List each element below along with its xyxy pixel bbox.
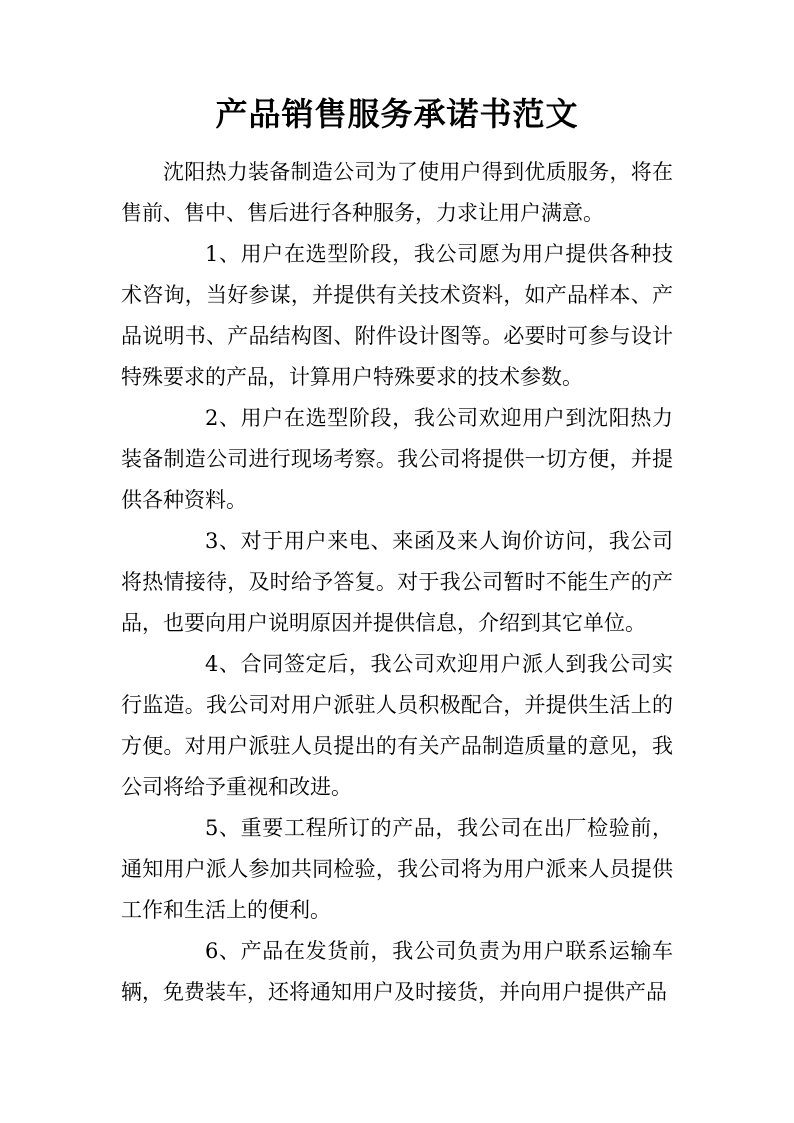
intro-paragraph: 沈阳热力装备制造公司为了使用户得到优质服务，将在售前、售中、售后进行各种服务，力求让用户满意。 <box>121 160 673 225</box>
commitment-item-6: 6、产品在发货前，我公司负责为用户联系运输车辆，免费装车，还将通知用户及时接货，并向用户提供产品 <box>121 939 673 1004</box>
commitment-item-4: 4、合同签定后，我公司欢迎用户派人到我公司实行监造。我公司对用户派驻人员积极配合，并提供生活上的方便。对用户派驻人员提出的有关产品制造质量的意见，我公司将给予重视和改进。 <box>121 652 673 799</box>
document-title: 产品销售服务承诺书范文 <box>215 95 579 133</box>
commitment-item-2: 2、用户在选型阶段，我公司欢迎用户到沈阳热力装备制造公司进行现场考察。我公司将提供一切方便，并提供各种资料。 <box>121 406 673 512</box>
commitment-item-3: 3、对于用户来电、来函及来人询价访问，我公司将热情接待，及时给予答复。对于我公司暂时不能生产的产品，也要向用户说明原因并提供信息，介绍到其它单位。 <box>121 529 673 635</box>
commitment-item-5: 5、重要工程所订的产品，我公司在出厂检验前，通知用户派人参加共同检验，我公司将为用户派来人员提供工作和生活上的便利。 <box>121 816 673 922</box>
document-body <box>121 152 673 1013</box>
commitment-item-1: 1、用户在选型阶段，我公司愿为用户提供各种技术咨询，当好参谋，并提供有关技术资料，如产品样本、产品说明书、产品结构图、附件设计图等。必要时可参与设计特殊要求的产品，计算用户特殊要求的技术参数。 <box>121 242 673 389</box>
